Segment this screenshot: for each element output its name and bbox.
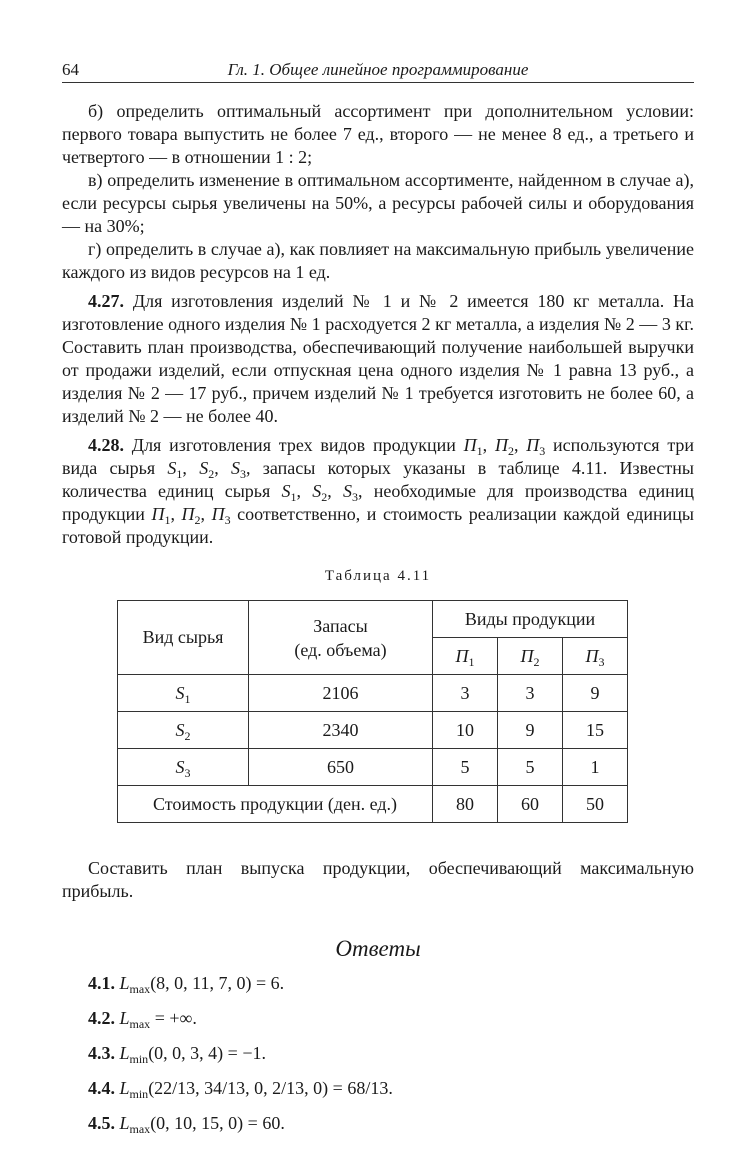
cost-p2: 60 <box>498 786 563 823</box>
math-symbol: S <box>281 481 291 501</box>
math-symbol: L <box>119 1008 130 1028</box>
row-p3: 15 <box>563 712 628 749</box>
math-index: 2 <box>208 467 215 481</box>
table-header-row <box>118 601 628 638</box>
paragraph-v: в) определить изменение в оптимальном ассортименте, найденном в случае а), если ресурсы сырья увеличены на 50%, а ресурсы рабочей силы и оборудования — на 30%; <box>62 170 694 236</box>
table-row <box>118 712 628 749</box>
math-symbol: П <box>181 504 195 524</box>
answer-number: 4.1. <box>88 973 115 993</box>
math-index: 2 <box>533 654 540 669</box>
math-symbol: S <box>343 481 353 501</box>
math-comma: , <box>513 435 527 455</box>
math-symbol: L <box>119 973 130 993</box>
problem-number: 4.27. <box>88 291 124 311</box>
math-index: 2 <box>194 513 201 527</box>
math-index: 3 <box>539 444 546 458</box>
answer-item <box>62 1007 694 1030</box>
table-row <box>118 749 628 786</box>
math-index: 2 <box>184 728 191 743</box>
problem-text: , запасы которых указаны в таблице 4.11. Известны количества единиц сырья <box>62 458 694 501</box>
math-index: max <box>129 982 151 996</box>
paragraph-g: г) определить в случае а), как повлияет на максимальную прибыль увеличение каждого из видов ресурсов на 1 ед. <box>62 239 694 282</box>
math-index: max <box>129 1017 151 1031</box>
page-number: 64 <box>62 60 79 79</box>
math-comma: , <box>482 435 495 455</box>
problem-text: Для изготовления изделий № 1 и № 2 имеется 180 кг металла. На изготовление одного изделия № 1 расходуется 2 кг металла, а изделия № 2 — 3 кг. Составить план производства, обеспечивающий получение наибольшей выручки от продажи изделий, если отпускная цена одного изделия № 1 равна 13 руб., а изделия № 2 — 17 руб., причем изделий № 1 требуется изготовить не более 60, а изделий № 2 — не более 40. <box>62 291 694 426</box>
page-header <box>62 58 694 83</box>
math-index: 1 <box>468 654 475 669</box>
problem-4-27 <box>62 290 694 428</box>
math-symbol: П <box>494 435 508 455</box>
row-stock: 650 <box>249 749 433 786</box>
math-symbol: S <box>175 682 185 703</box>
math-index: 1 <box>476 444 483 458</box>
math-symbol: П <box>211 504 225 524</box>
header-stock-line2: (ед. объема) <box>294 639 387 660</box>
table-row <box>118 675 628 712</box>
math-symbol: S <box>312 481 322 501</box>
problem-number: 4.28. <box>88 435 124 455</box>
row-p1: 5 <box>433 749 498 786</box>
math-index: min <box>129 1052 149 1066</box>
answer-number: 4.2. <box>88 1008 115 1028</box>
cost-label: Стоимость продукции (ден. ед.) <box>118 786 433 823</box>
cost-p1: 80 <box>433 786 498 823</box>
math-comma: , <box>170 504 182 524</box>
math-symbol: S <box>175 756 185 777</box>
answer-expression: = +∞. <box>150 1008 197 1028</box>
header-raw-material: Вид сырья <box>118 601 249 675</box>
table-caption: Таблица 4.11 <box>324 568 432 584</box>
math-symbol: S <box>175 719 185 740</box>
math-comma: , <box>214 458 231 478</box>
problem-text: , необходимые для производства единиц продукции <box>62 481 695 524</box>
problem-text: используются три вида сырья <box>62 435 695 478</box>
answer-expression: (22/13, 34/13, 0, 2/13, 0) = 68/13. <box>148 1078 393 1098</box>
cost-p3: 50 <box>563 786 628 823</box>
math-comma: , <box>200 504 212 524</box>
math-comma: , <box>327 481 344 501</box>
math-symbol: П <box>151 504 165 524</box>
row-stock: 2340 <box>249 712 433 749</box>
math-index: 3 <box>598 654 605 669</box>
answer-item <box>62 1042 694 1065</box>
header-products: Виды продукции <box>433 601 628 638</box>
row-p2: 3 <box>498 675 563 712</box>
answer-item <box>62 1112 694 1135</box>
header-product-3 <box>563 638 628 675</box>
row-stock: 2106 <box>249 675 433 712</box>
answer-number: 4.4. <box>88 1078 115 1098</box>
math-comma: , <box>296 481 313 501</box>
paragraph-b: б) определить оптимальный ассортимент при дополнительном условии: первого товара выпустить не более 7 ед., второго — не менее 8 ед., а третьего и четвертого — в отношении 1 : 2; <box>62 101 694 167</box>
math-symbol: П <box>520 645 534 666</box>
problem-text: соответственно, и стоимость реализации каждой единицы готовой продукции. <box>62 504 695 547</box>
answer-number: 4.5. <box>88 1113 115 1133</box>
math-index: 2 <box>321 490 328 504</box>
math-symbol: П <box>455 645 469 666</box>
math-symbol: L <box>119 1078 130 1098</box>
math-symbol: S <box>167 458 177 478</box>
answer-item <box>62 972 694 995</box>
math-symbol: S <box>199 458 209 478</box>
page-body <box>62 100 694 1147</box>
math-symbol: П <box>463 435 477 455</box>
answer-expression: (0, 0, 3, 4) = −1. <box>148 1043 266 1063</box>
answer-number: 4.3. <box>88 1043 115 1063</box>
header-stock-line1: Запасы <box>313 615 368 636</box>
row-p1: 10 <box>433 712 498 749</box>
math-symbol: П <box>585 645 599 666</box>
answer-item <box>62 1077 694 1100</box>
math-index: 3 <box>239 467 246 481</box>
problem-text: Для изготовления трех видов продукции <box>131 435 464 455</box>
math-index: 1 <box>184 691 191 706</box>
row-material <box>118 675 249 712</box>
math-index: 3 <box>352 490 359 504</box>
data-table <box>117 600 628 823</box>
row-p3: 1 <box>563 749 628 786</box>
math-index: 2 <box>507 444 514 458</box>
math-comma: , <box>182 458 200 478</box>
row-p3: 9 <box>563 675 628 712</box>
row-material <box>118 749 249 786</box>
math-symbol: S <box>230 458 240 478</box>
row-material <box>118 712 249 749</box>
answers-title: Ответы <box>335 936 421 961</box>
problem-4-28 <box>62 434 694 549</box>
math-index: 3 <box>184 765 191 780</box>
math-symbol: L <box>119 1113 130 1133</box>
header-product-1 <box>433 638 498 675</box>
row-p1: 3 <box>433 675 498 712</box>
math-index: max <box>129 1122 151 1136</box>
math-symbol: П <box>526 435 540 455</box>
header-product-2 <box>498 638 563 675</box>
table-cost-row <box>118 786 628 823</box>
math-index: min <box>129 1087 149 1101</box>
running-head: Гл. 1. Общее линейное программирование <box>227 60 529 79</box>
closing-text: Составить план выпуска продукции, обеспечивающий максимальную прибыль. <box>62 858 694 901</box>
header-stock <box>249 601 433 675</box>
math-index: 3 <box>224 513 231 527</box>
answer-expression: (8, 0, 11, 7, 0) = 6. <box>150 973 285 993</box>
math-index: 1 <box>164 513 171 527</box>
row-p2: 9 <box>498 712 563 749</box>
answer-expression: (0, 10, 15, 0) = 60. <box>150 1113 285 1133</box>
math-index: 1 <box>290 490 297 504</box>
row-p2: 5 <box>498 749 563 786</box>
math-index: 1 <box>176 467 183 481</box>
math-symbol: L <box>119 1043 130 1063</box>
